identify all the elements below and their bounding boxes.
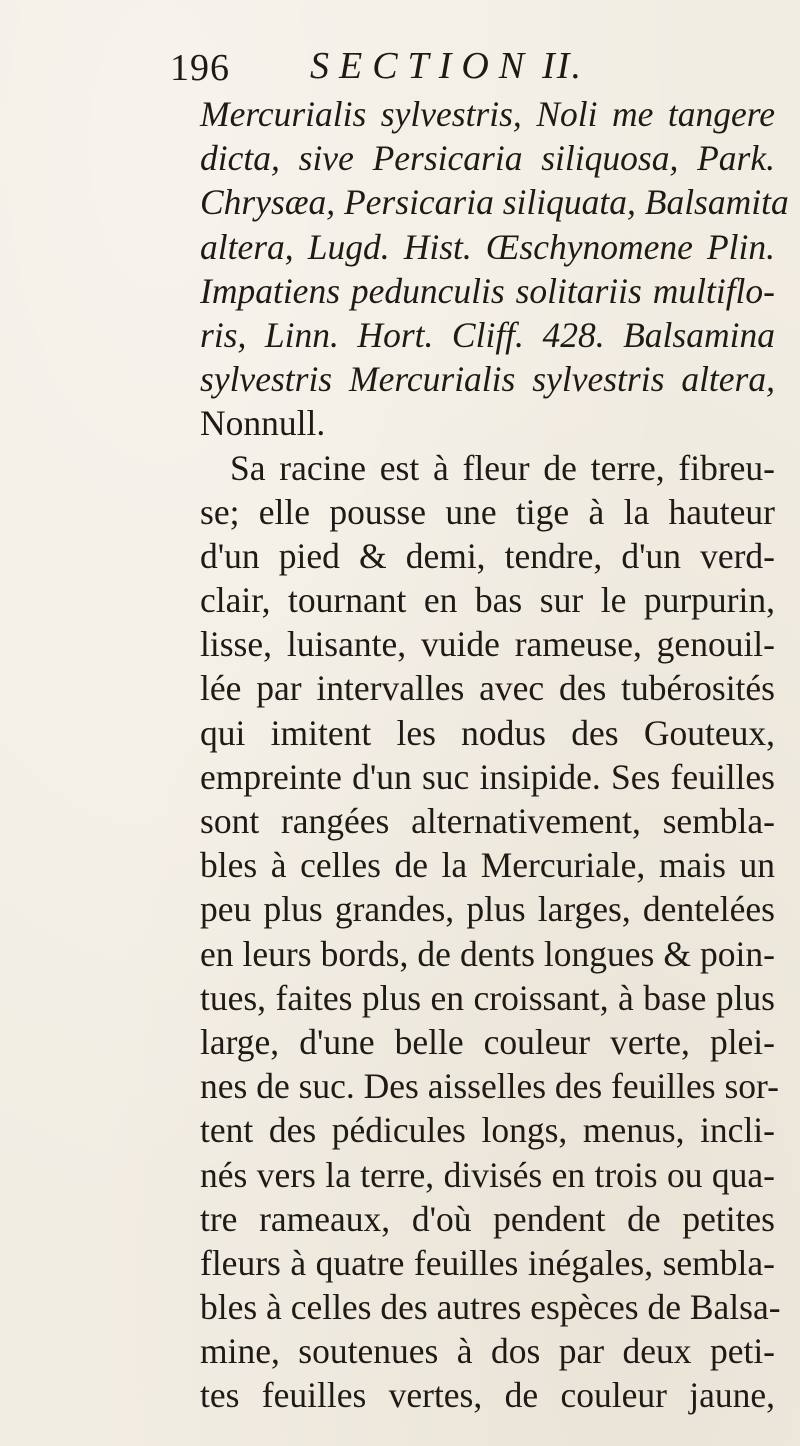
text-line: Impatiens pedunculis solitariis multiflo-	[200, 270, 775, 311]
running-head-word: SECTION	[310, 45, 535, 87]
text-line: qui imitent les nodus des Gouteux,	[200, 712, 775, 753]
text-line: clair, tournant en bas sur le purpurin,	[200, 580, 775, 621]
text-line: nes de suc. Des aisselles des feuilles sor-	[200, 1066, 779, 1107]
running-head	[310, 44, 583, 88]
text-line: lisse, luisante, vuide rameuse, genouil-	[200, 624, 775, 665]
text-line: d'un pied & demi, tendre, d'un verd-	[200, 535, 775, 576]
text-line: empreinte d'un suc insipide. Ses feuilles	[200, 756, 775, 797]
text-line: sylvestris Mercurialis sylvestris altera,	[200, 359, 775, 400]
text-line: tre rameaux, d'où pendent de petites	[200, 1198, 775, 1239]
text-line: Chrysæa, Persicaria siliquata, Balsamita	[200, 182, 789, 223]
text-line: fleurs à quatre feuilles inégales, sembla-	[200, 1242, 775, 1283]
text-line: dicta, sive Persicaria siliquosa, Park.	[200, 138, 775, 179]
text-line: altera, Lugd. Hist. Œschynomene Plin.	[200, 226, 775, 267]
text-line: bles à celles de la Mercuriale, mais un	[200, 845, 775, 886]
running-head-numeral: II.	[542, 45, 583, 87]
text-line: ris, Linn. Hort. Cliff. 428. Balsamina	[200, 314, 775, 355]
body-text	[200, 92, 789, 1418]
text-line: peu plus grandes, plus larges, dentelées	[200, 889, 775, 930]
text-line: Nonnull.	[200, 403, 326, 444]
page-header	[170, 44, 750, 92]
text-line: lée par intervalles avec des tubérosités	[200, 668, 775, 709]
text-line: tent des pédicules longs, menus, incli-	[200, 1110, 775, 1151]
text-line: Sa racine est à fleur de terre, fibreu-	[230, 447, 775, 488]
text-line: en leurs bords, de dents longues & poin-	[200, 933, 775, 974]
text-line: tes feuilles vertes, de couleur jaune,	[200, 1375, 775, 1416]
text-line: sont rangées alternativement, sembla-	[200, 801, 775, 841]
text-line: Mercurialis sylvestris, Noli me tangere	[200, 94, 775, 134]
text-line: se; elle pousse une tige à la hauteur	[200, 491, 775, 532]
page-number: 196	[170, 47, 230, 89]
text-line: large, d'une belle couleur verte, plei-	[200, 1021, 775, 1062]
text-line: bles à celles des autres espèces de Balsa-	[200, 1287, 781, 1328]
text-line: mine, soutenues à dos par deux peti-	[200, 1331, 775, 1372]
text-line: tues, faites plus en croissant, à base plus	[200, 977, 775, 1018]
text-line: nés vers la terre, divisés en trois ou qua-	[200, 1154, 775, 1195]
